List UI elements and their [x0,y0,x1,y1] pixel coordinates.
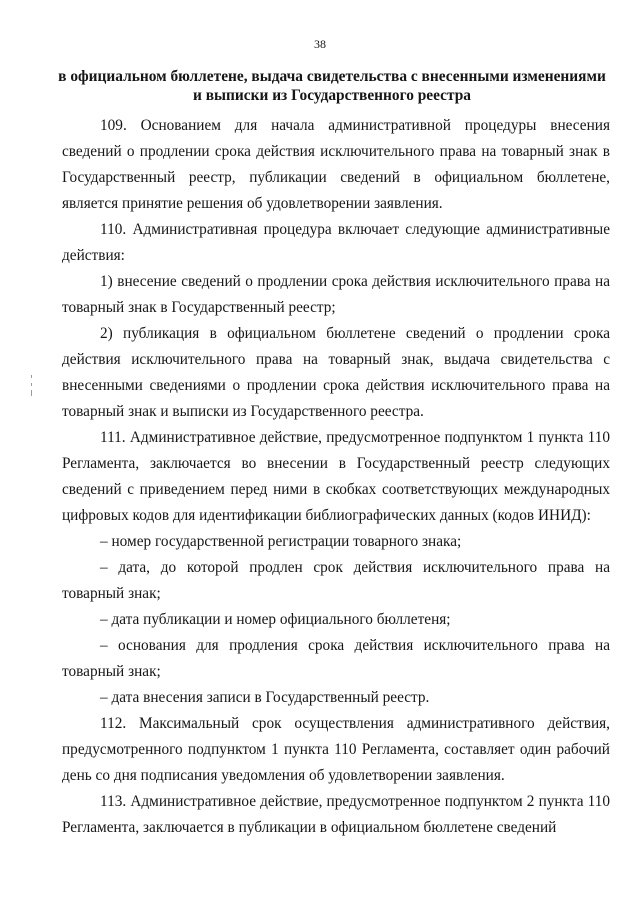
paragraph-110: 110. Административная процедура включает следующие административные действия: [62,221,610,264]
section-heading-line-2: и выписки из Государственного реестра [193,87,471,104]
document-body [62,113,610,841]
list-item-110-2: 2) публикация в официальном бюллетене сведений о продлении срока действия исключительного права на товарный знак, выдача свидетельства с внесенными сведениями о продлении срока действия исключительного права на товарный знак и выписки из Государственного реестра. [62,325,610,420]
list-item-extension-grounds: – основания для продления срока действия исключительного права на товарный знак; [62,637,610,680]
section-heading [56,67,608,105]
list-item-registration-number: – номер государственной регистрации товарного знака; [100,533,462,550]
list-item-publication-date: – дата публикации и номер официального бюллетеня; [100,611,451,628]
paragraph-109: 109. Основанием для начала административной процедуры внесения сведений о продлении срока действия исключительного права на товарный знак в Государственный реестр, публикации сведений в официальном бюллетене, является принятие решения об удовлетворении заявления. [62,117,610,212]
margin-mark [30,375,34,397]
paragraph-113: 113. Административное действие, предусмотренное подпунктом 2 пункта 110 Регламента, заключается в публикации в официальном бюллетене сведений [62,793,610,836]
page-number: 38 [314,37,326,51]
list-item-110-1: 1) внесение сведений о продлении срока действия исключительного права на товарный знак в Государственный реестр; [62,273,610,316]
paragraph-111: 111. Административное действие, предусмотренное подпунктом 1 пункта 110 Регламента, заключается во внесении в Государственный реестр следующих сведений с приведением перед ними в скобках соответствующих международных цифровых кодов для идентификации библиографических данных (кодов ИНИД): [62,429,610,524]
section-heading-line-1: в официальном бюллетене, выдача свидетельства с внесенными изменениями [58,68,606,85]
paragraph-112: 112. Максимальный срок осуществления административного действия, предусмотренного подпунктом 1 пункта 110 Регламента, составляет один рабочий день со дня подписания уведомления об удовлетворении заявления. [62,715,610,784]
list-item-extension-date: – дата, до которой продлен срок действия исключительного права на товарный знак; [62,559,610,602]
list-item-record-date: – дата внесения записи в Государственный реестр. [100,689,430,706]
